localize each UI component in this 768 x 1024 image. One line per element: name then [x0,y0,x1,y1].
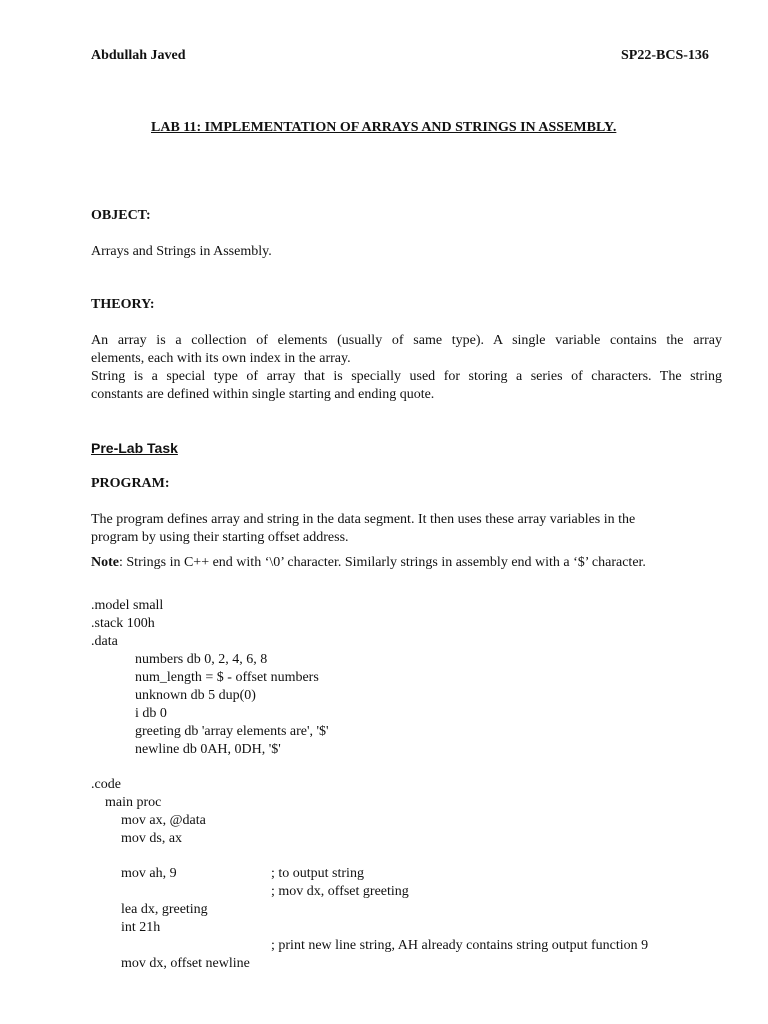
code-line: num_length = $ - offset numbers [135,670,319,685]
code-line: mov dx, offset newline [121,956,250,971]
code-line: main proc [105,795,162,810]
registration-number: SP22-BCS-136 [621,48,709,63]
program-line-2: program by using their starting offset address. [91,530,349,545]
theory-line-2: elements, each with its own index in the array. [91,351,351,366]
code-line: mov ds, ax [121,831,183,846]
object-heading: OBJECT: [91,208,151,223]
code-line: unknown db 5 dup(0) [135,688,256,703]
code-line: .stack 100h [91,616,155,631]
prelab-heading: Pre-Lab Task [91,440,178,456]
code-line: newline db 0AH, 0DH, '$' [135,742,281,757]
theory-line-3: String is a special type of array that is specially used for storing a series of characters. The string [91,369,722,384]
code-line: lea dx, greeting [121,902,208,917]
code-line: numbers db 0, 2, 4, 6, 8 [135,652,268,667]
code-line: .code [91,777,121,792]
theory-heading: THEORY: [91,297,155,312]
code-comment: ; mov dx, offset greeting [271,884,409,899]
program-line-1: The program defines array and string in the data segment. It then uses these array variables in the [91,512,636,527]
code-comment: ; to output string [271,866,364,881]
code-line: greeting db 'array elements are', '$' [135,724,329,739]
author-name: Abdullah Javed [91,48,186,63]
theory-line-1: An array is a collection of elements (usually of same type). A single variable contains the array [91,333,722,348]
program-heading: PROGRAM: [91,476,170,491]
code-line: .model small [91,598,164,613]
note-label: Note [91,555,119,570]
code-line: i db 0 [135,706,167,721]
theory-line-4: constants are defined within single starting and ending quote. [91,387,435,402]
code-line: mov ax, @data [121,813,206,828]
lab-title: LAB 11: IMPLEMENTATION OF ARRAYS AND STRINGS IN ASSEMBLY. [151,120,617,135]
note-text: : Strings in C++ end with ‘\0’ character. Similarly strings in assembly end with a ‘$’ character. [119,555,646,570]
code-line: .data [91,634,118,649]
object-text: Arrays and Strings in Assembly. [91,244,272,259]
note-paragraph [91,555,646,571]
code-line: int 21h [121,920,161,935]
code-comment: ; print new line string, AH already contains string output function 9 [271,938,649,953]
code-line: mov ah, 9 [121,866,177,881]
